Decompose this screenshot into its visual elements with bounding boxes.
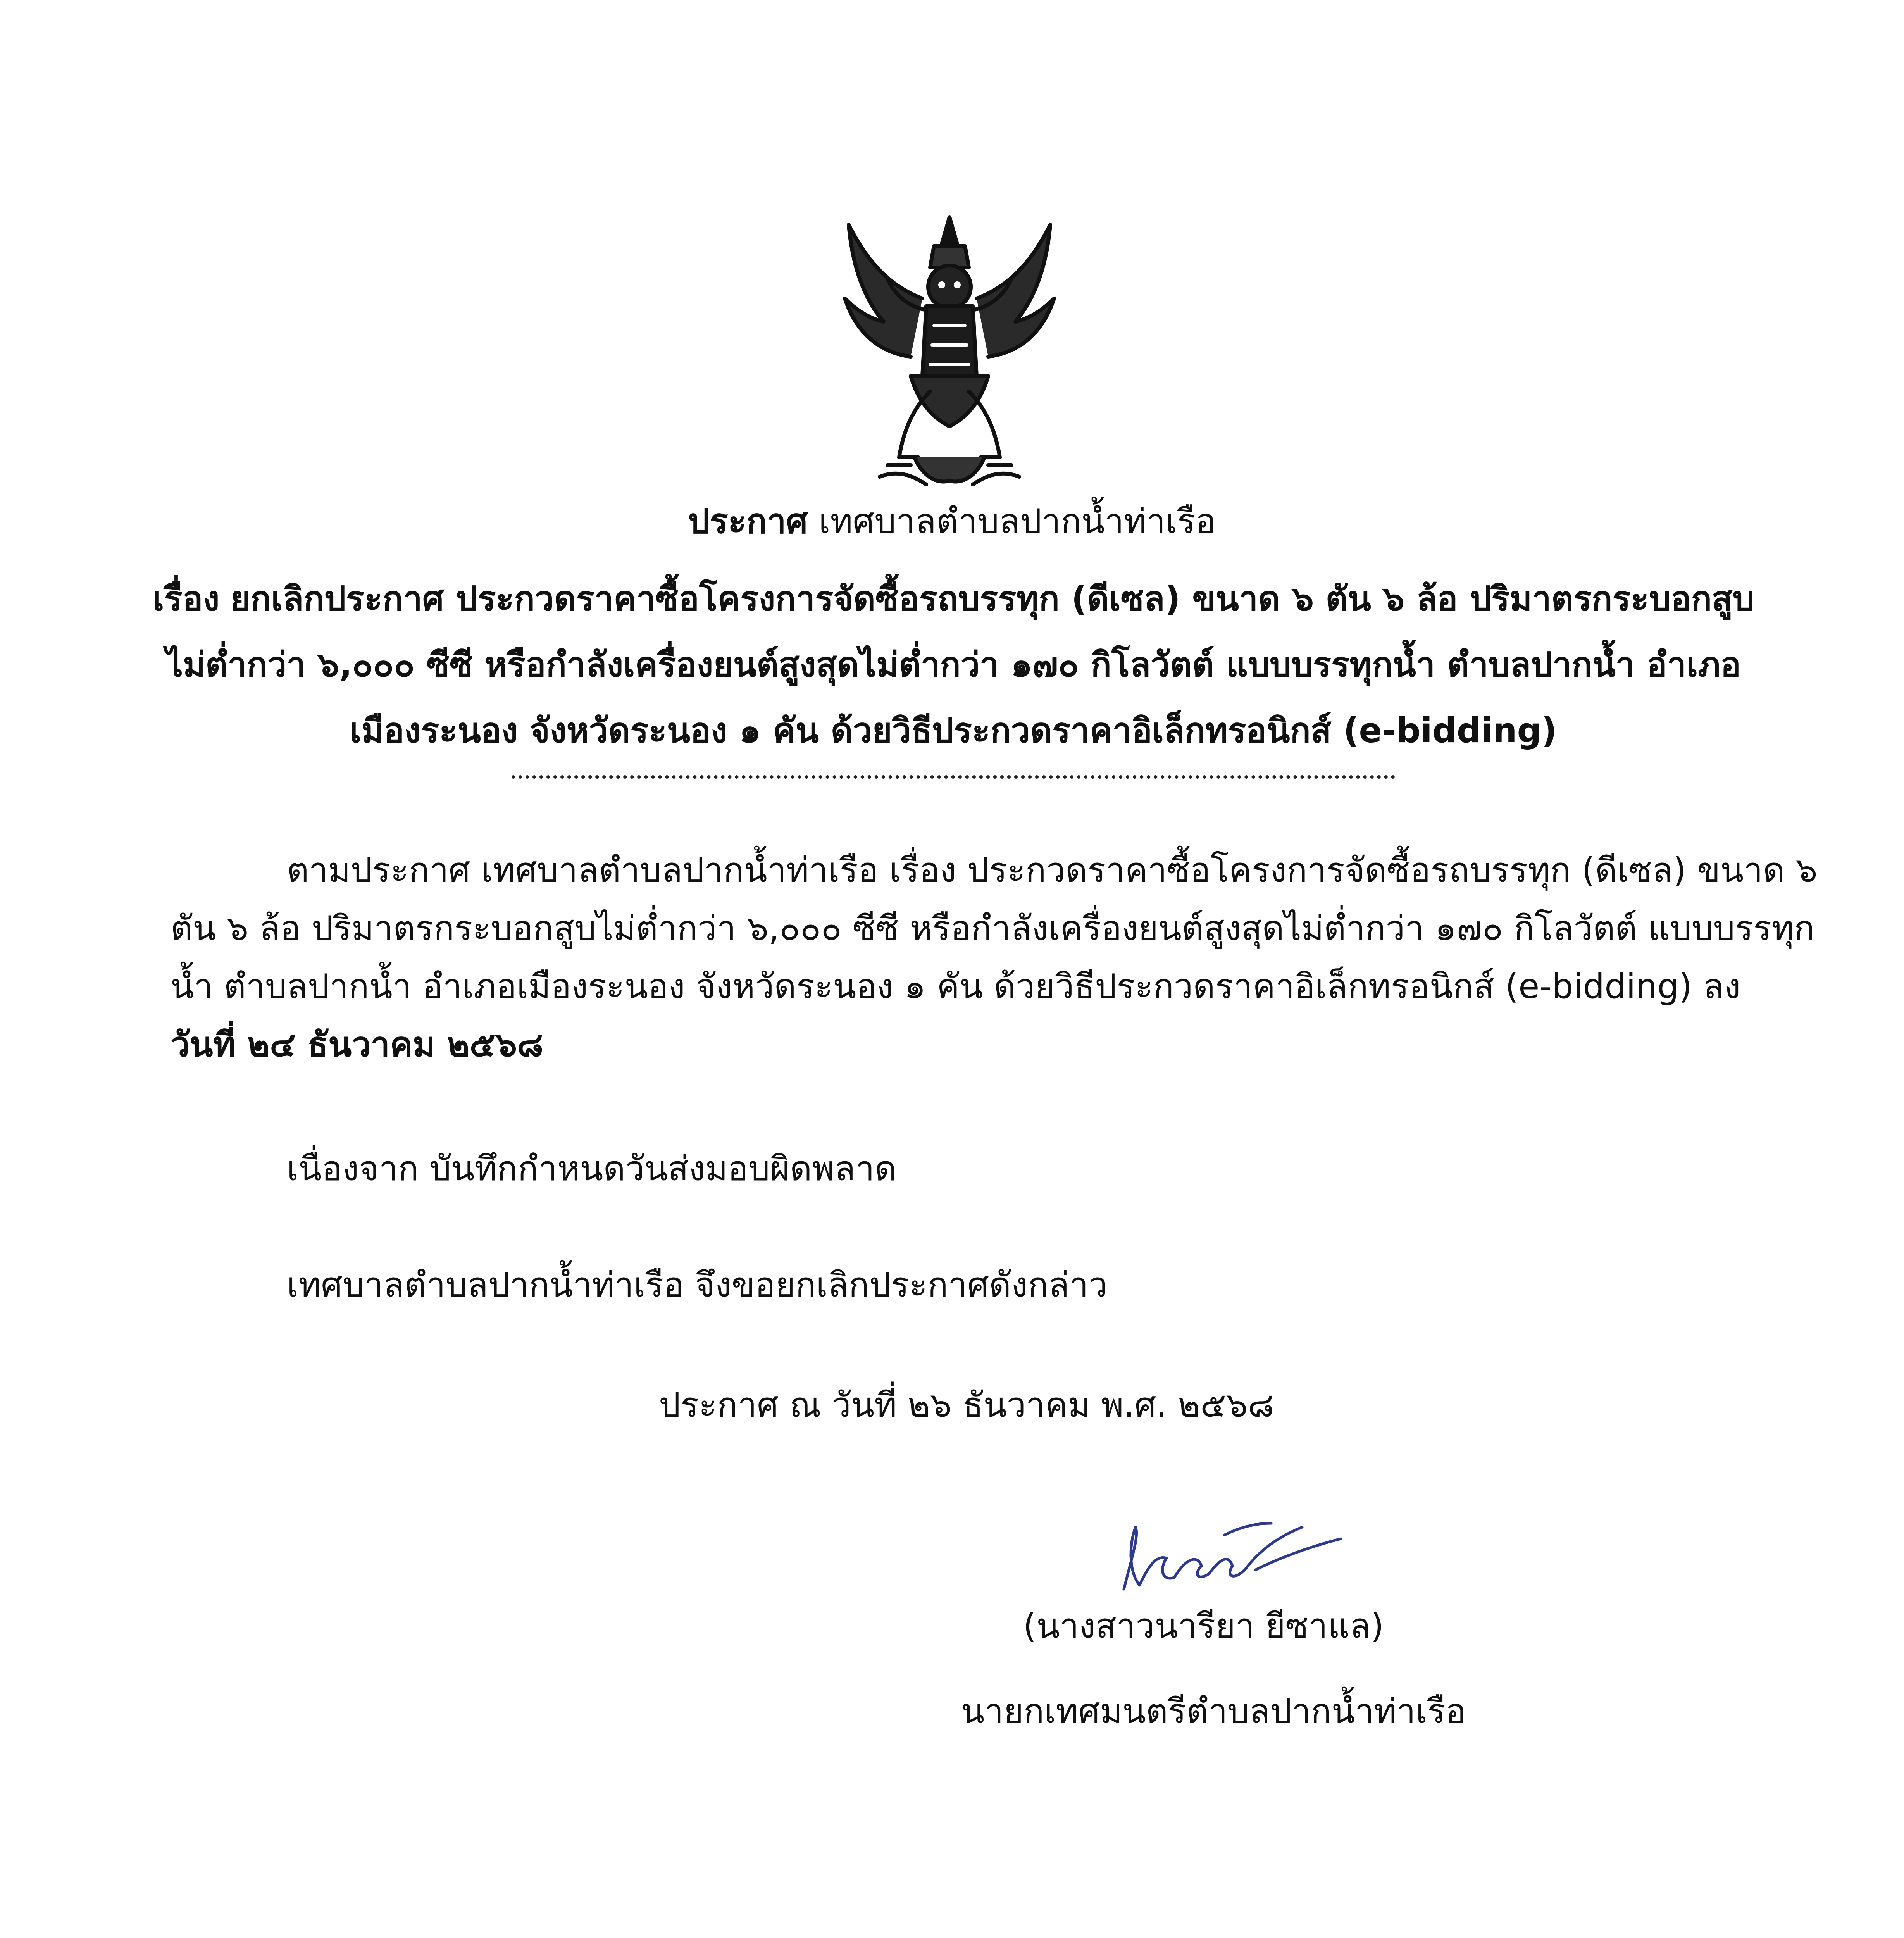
- paragraph-1-line-1: ตามประกาศ เทศบาลตำบลปากน้ำท่าเรือ เรื่อง ประกวดราคาซื้อโครงการจัดซื้อรถบรรทุก (ดีเซล) ขนาด ๖: [287, 850, 1818, 890]
- reason-paragraph: เนื่องจาก บันทึกกำหนดวันส่งมอบผิดพลาด: [287, 1148, 897, 1188]
- signatory-position: นายกเทศมนตรีตำบลปากน้ำท่าเรือ: [961, 1691, 1466, 1731]
- announcement-date: ประกาศ ณ วันที่ ๒๖ ธันวาคม พ.ศ. ๒๕๖๘: [659, 1385, 1274, 1425]
- paragraph-1-line-4: วันที่ ๒๔ ธันวาคม ๒๕๖๘: [171, 1024, 544, 1064]
- subject-line-2: ไม่ต่ำกว่า ๖,๐๐๐ ซีซี หรือกำลังเครื่องยนต์สูงสุดไม่ต่ำกว่า ๑๗๐ กิโลวัตต์ แบบบรรทุกน้ำ ตำบลปากน้ำ อำเภอ: [165, 645, 1741, 685]
- cancellation-paragraph: เทศบาลตำบลปากน้ำท่าเรือ จึงขอยกเลิกประกาศดังกล่าว: [287, 1265, 1108, 1305]
- municipality-name: เทศบาลตำบลปากน้ำท่าเรือ: [818, 501, 1216, 541]
- paragraph-1-line-3: น้ำ ตำบลปากน้ำ อำเภอเมืองระนอง จังหวัดระนอง ๑ คัน ด้วยวิธีประกวดราคาอิเล็กทรอนิกส์ (e-bidding) ลง: [171, 966, 1741, 1006]
- subject-line-1: [147, 566, 1759, 632]
- handwritten-signature-icon: [1108, 1512, 1349, 1605]
- garuda-emblem-icon: [822, 209, 1077, 488]
- subject-text-1: ยกเลิกประกาศ ประกวดราคาซื้อโครงการจัดซื้อรถบรรทุก (ดีเซล) ขนาด ๖ ตัน ๖ ล้อ ปริมาตรกระบอกสูบ: [230, 579, 1754, 619]
- paragraph-1-line-2: ตัน ๖ ล้อ ปริมาตรกระบอกสูบไม่ต่ำกว่า ๖,๐๐๐ ซีซี หรือกำลังเครื่องยนต์สูงสุดไม่ต่ำกว่า ๑๗๐ กิโลวัตต์ แบบบรรทุก: [171, 908, 1815, 948]
- separator-dots: [512, 771, 1395, 779]
- announcement-label: ประกาศ: [688, 501, 808, 541]
- subject-label: เรื่อง: [152, 579, 220, 619]
- announcement-title: [0, 500, 1904, 543]
- signatory-name: (นางสาวนารียา ยีซาแล): [1023, 1606, 1384, 1646]
- subject-line-3: เมืองระนอง จังหวัดระนอง ๑ คัน ด้วยวิธีประกวดราคาอิเล็กทรอนิกส์ (e-bidding): [350, 710, 1557, 750]
